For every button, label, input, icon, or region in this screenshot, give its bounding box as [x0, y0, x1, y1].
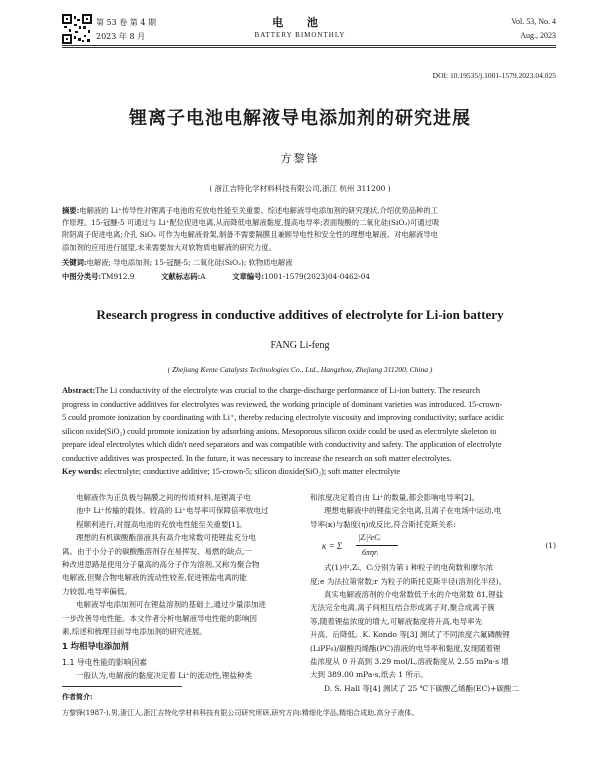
text-line: 度;e 为法拉第常数;r 为粒子的斯托克斯半径(溶剂化半径)。: [310, 576, 507, 586]
text-line: 种改进思路是使用分子量高的高分子作为溶剂,又称为聚合物: [62, 560, 260, 570]
class-label-3: 文章编号:: [232, 272, 265, 281]
body-column-right: [310, 491, 556, 695]
abstract-en-line: silicon oxide(SiO₂) could promote ionization by adsorbing anions. Mesoporous silicon oxide could be used as electrolyte skeleton to: [62, 426, 497, 436]
page-title-en: Research progress in conductive additives of electrolyte for Li-ion battery: [96, 307, 504, 322]
text-line: 无法完全电离,离子间相互结合形成离子对,聚合成离子簇: [310, 603, 495, 613]
text-line: 盐浓度从 0 升高到 3.29 mol/L,溶液黏度从 2.55 mPa·s 增: [310, 657, 509, 667]
class-value-1: TM912.9: [101, 272, 135, 281]
class-value-3: 1001-1579(2023)04-0462-04: [264, 272, 371, 281]
abstract-en-label: Abstract:: [62, 386, 96, 395]
abstract-cn-label: 摘要:: [62, 206, 80, 215]
paragraph: [62, 598, 300, 638]
text-line: 电解液,但聚合物电解液的流动性较差,促进锂盐电离的能: [62, 573, 247, 583]
text-line: 一步改善导电性能。本文作者分析电解液导电性能的影响因: [62, 613, 257, 623]
text-line: 大到 389.00 mPa·s,纸去 1 所示。: [310, 670, 428, 680]
text-line: 电解液导电添加剂可在锂盐溶剂的基础上,通过少量添加进: [76, 600, 266, 610]
equation-1: [310, 531, 556, 561]
body-column-left: [62, 491, 300, 683]
footnote-text: 方黎锋(1987-),男,浙江人,浙江吉特化学材料科技有限公司研究所研,研究方向:精细化学品,精细合成助,高分子液体。: [62, 709, 419, 717]
header-date-cn: 2023 年 8 月: [96, 32, 146, 41]
text-line: 素,综述和梳理目前导电添加剂的研究进展。: [62, 627, 207, 637]
formula-numerator: |Zᵢ|²eCᵢ: [358, 533, 381, 543]
abstract-cn: [62, 205, 556, 254]
abstract-en: [62, 384, 556, 466]
keywords-cn-label: 关键词:: [62, 258, 87, 267]
abstract-cn-line: 电解液的 Li⁺传导性对锂离子电池的充放电性能至关重要。综述电解液导电添加剂的研究现状,介绍优势品种的工: [79, 206, 438, 215]
keywords-cn: [62, 258, 556, 268]
paragraph: [62, 491, 300, 531]
affiliation-cn: ( 浙江吉特化学材料科技有限公司,浙江 杭州 311200 ): [209, 184, 391, 193]
affiliation-en: ( Zhejiang Kente Catalysts Technologies Co., Ltd., Hangzhou, Zhejiang 311200, China ): [167, 365, 433, 374]
header-date-en: Aug., 2023: [520, 31, 556, 40]
text-line: 池中 Li⁺传输的载体。较高的 Li⁺电导率可保障倍率放电过: [76, 506, 269, 516]
text-line: 真实电解液溶剂的介电常数低于水的介电常数 81,锂盐: [324, 590, 504, 600]
header-rule-thin: [62, 47, 556, 48]
abstract-en-line: The Li conductivity of the electrolyte was crucial to the charge-discharge performance of Li-ion battery. The research: [95, 386, 480, 395]
subsection-heading: 1.1 导电性能的影响因素: [62, 657, 148, 667]
abstract-en-line: progress in conductive additives for electrolytes was reviewed, the working principle of dominant varieties was introduced. 15-crown-: [62, 399, 503, 409]
paragraph: [62, 531, 300, 598]
footnote-rule: [62, 686, 182, 687]
author-cn: 方黎锋: [280, 152, 320, 165]
header-rule: [62, 45, 556, 46]
text-line: 离。由于小分子的碳酸酯溶剂存在易挥发、易燃的缺点,一: [62, 546, 252, 556]
abstract-en-line: 5 could promote ionization by coordinating with Li⁺, thereby reducing electrolyte viscosity and improving conductivity; surface acidic: [62, 413, 505, 423]
text-line: 理想的有机碳酸酯溶液具有高介电常数可使锂盐充分电: [76, 533, 256, 543]
equation-number: (1): [545, 541, 556, 551]
abstract-en-line: conductive additives was prospected. In the future, it was necessary to increase the research on soft matter electrolytes.: [62, 453, 452, 463]
paragraph: 一般认为,电解液的黏度决定着 Li⁺的流动性,锂盐种类: [76, 671, 252, 681]
text-line: 和浓度决定着自由 Li⁺的数量,都会影响电导率[2]。: [310, 493, 480, 502]
page-title-cn: 锂离子电池电解液导电添加剂的研究进展: [129, 108, 471, 129]
text-line: 理想电解液中的锂盐完全电离,且离子在电场中运动,电: [324, 506, 502, 516]
doi: DOI: 10.19535/j.1001-1579.2023.04.025: [432, 71, 556, 80]
keywords-en-text: electrolyte; conductive additive; 15-crown-5; silicon dioxide(SiO₂); soft matter electrolyte: [104, 467, 400, 476]
text-line: 导率(κ)与黏度(η)成反比,符合斯托克斯关系:: [310, 519, 456, 529]
text-line: 式(1)中,Zᵢ、Cᵢ分别为第 i 种粒子的电荷数和摩尔浓: [324, 563, 494, 573]
text-line: (LiPF₆)/碳酸丙烯酯(PC)溶液的电导率和黏度,发现随着锂: [310, 643, 501, 653]
text-line: 等,随着锂盐浓度的增大,可解液黏度将升高,电导率先: [310, 616, 483, 626]
header-vol-issue-en: Vol. 53, No. 4: [511, 17, 556, 26]
abstract-en-line: prepare ideal electrolytes which didn't need separators and was compatible with conductivity and safety. The application of electrolyte: [62, 440, 502, 450]
footnote: [62, 692, 556, 702]
classification-cn: [62, 272, 556, 282]
text-line: 程顺利进行,对提高电池的充放电性能至关重要[1]。: [76, 519, 247, 529]
author-en: FANG Li-feng: [270, 340, 330, 351]
abstract-cn-line: 作原理。15-冠醚-5 可通过与 Li⁺配位促进电离,从而降低电解液黏度,提高电导率;表面羧酸的二氧化硅(SiO₂)可通过吸: [62, 218, 440, 228]
formula-denominator: 6πηrᵢ: [362, 548, 379, 558]
text-line: D. S. Hall 等[4] 测试了 25 ℃下碳酸乙烯酯(EC)+碳酸二: [324, 683, 519, 693]
text-line: 升高、后降低。K. Kondo 等[3] 测试了不同浓度六氟磷酸锂: [310, 630, 510, 640]
keywords-cn-text: 电解液; 导电添加剂; 15-冠醚-5; 二氧化硅(SiO₂); 软物质电解液: [86, 258, 293, 267]
class-label-2: 文献标志码:: [161, 272, 201, 281]
section-heading: 1 均相导电添加剂: [62, 641, 129, 652]
keywords-en: [62, 467, 556, 476]
header-journal-cn: 电 池: [272, 16, 328, 29]
formula-lhs: κ = Σ: [322, 541, 343, 552]
header-journal-en: BATTERY BIMONTHLY: [254, 31, 346, 39]
header-vol-issue-cn: 第 53 卷 第 4 期: [96, 18, 156, 27]
footnote-label: 作者简介:: [62, 692, 93, 701]
class-label-1: 中图分类号:: [62, 272, 102, 281]
class-value-2: A: [200, 272, 206, 281]
abstract-cn-line: 添加剂的应用进行展望,未来需要加大对软物质电解液的研究力度。: [62, 242, 276, 252]
keywords-en-label: Key words:: [62, 467, 103, 476]
text-line: 力较弱,电导率偏低。: [62, 586, 132, 596]
abstract-cn-line: 附阴离子促进电离;介孔 SiO₂ 可作为电解液骨架,制备不需要隔膜且兼顾导电性和安全性的理想电解液。对电解液导电: [62, 230, 438, 240]
text-line: 电解液作为正负极与隔膜之间的传质材料,是锂离子电: [76, 493, 251, 502]
